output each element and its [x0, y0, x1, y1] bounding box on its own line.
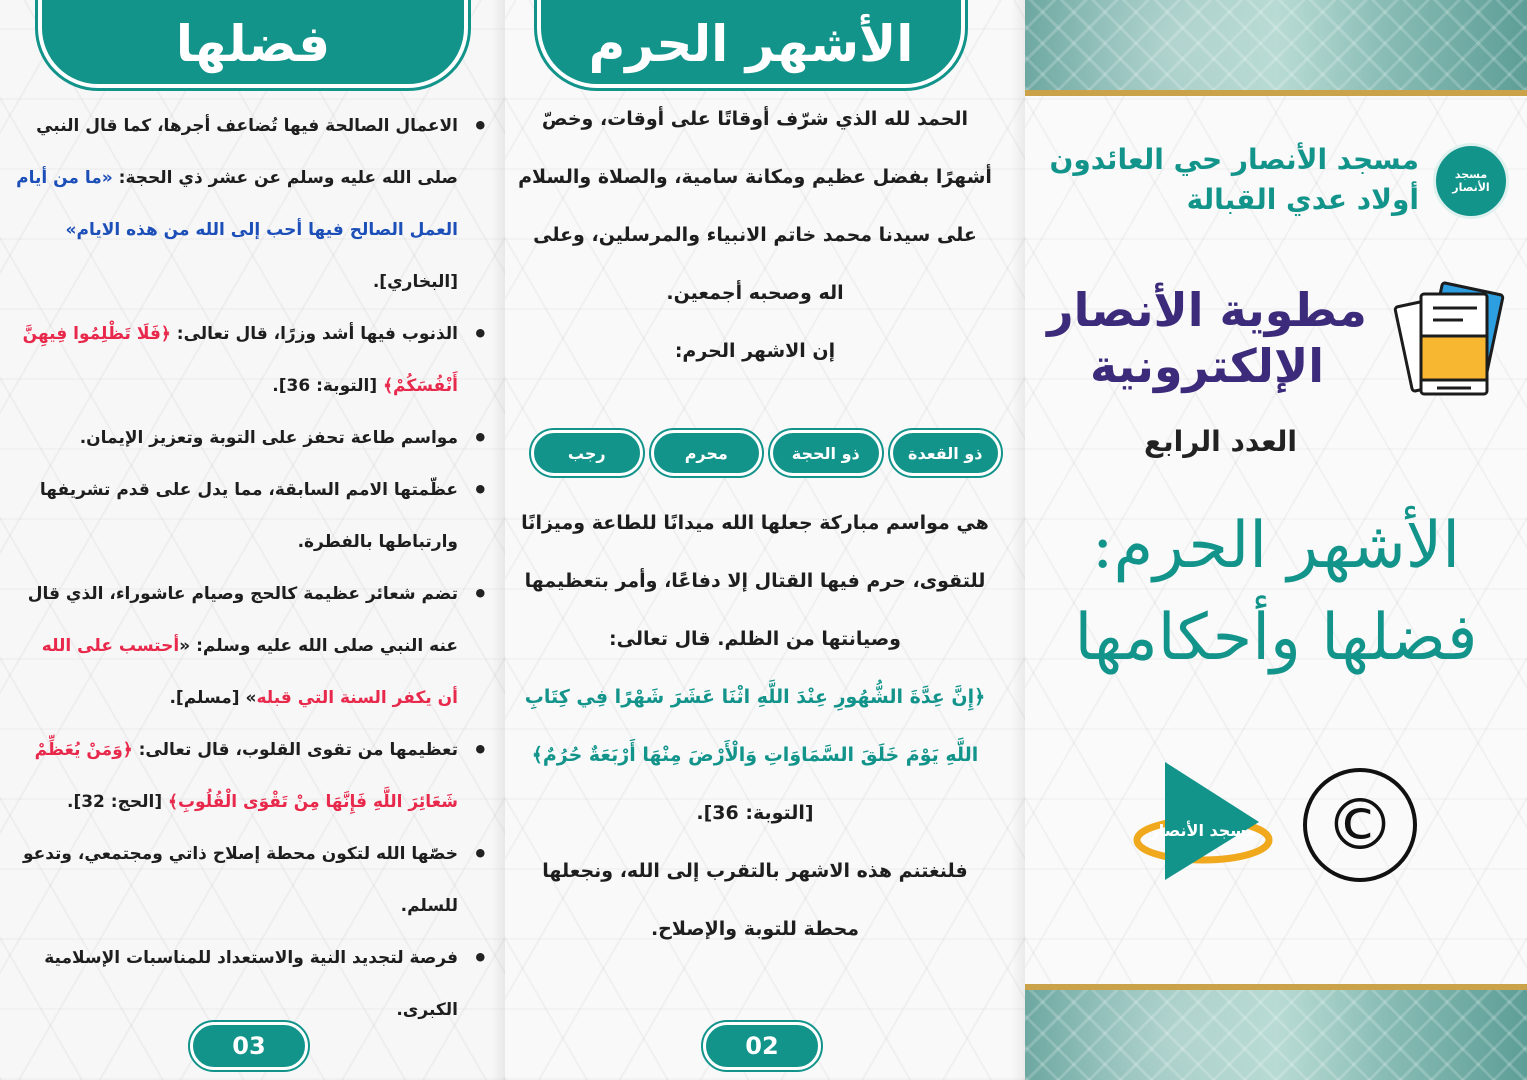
issue-number: العدد الرابع	[1144, 425, 1297, 458]
body-line: للتقوى، حرم فيها القتال إلا دفاعًا، وأمر بتعظيمها	[524, 570, 986, 592]
virtue-text: مواسم طاعة تحفز على التوبة وتعزيز الإيمان.	[79, 428, 458, 448]
decorative-band-bottom	[1025, 984, 1527, 1080]
mosque-logo-text: مسجد الأنصار	[1452, 168, 1490, 194]
closing-line: محطة للتوبة والإصلاح.	[650, 918, 860, 940]
virtue-text: «ما من أيام العمل الصالح فيها أحب إلى الله من هذه الايام»	[16, 168, 458, 240]
cover-title-line1: الأشهر الحرم:	[1091, 509, 1461, 583]
month-pill-rajab: رجب	[531, 430, 643, 476]
month-pill-muharram: محرم	[651, 430, 763, 476]
virtue-item	[16, 932, 488, 1036]
cover-title-line2: فضلها وأحكامها	[1074, 601, 1478, 675]
virtue-text: الذنوب فيها أشد وزرًا، قال تعالى:	[170, 324, 458, 344]
page-number-2: 02	[703, 1022, 821, 1070]
page-number-3: 03	[190, 1022, 308, 1070]
fold-shadow	[491, 0, 505, 1080]
body-line: وصيانتها من الظلم. قال تعالى:	[609, 628, 901, 650]
virtue-text: [البخاري].	[372, 272, 458, 292]
fold-shadow	[1011, 0, 1025, 1080]
verse-line: اللَّهِ يَوْمَ خَلَقَ السَّمَاوَاتِ وَالْأَرْضَ مِنْهَا أَرْبَعَةٌ حُرُمٌ﴾	[531, 744, 979, 766]
verse-reference: [التوبة: 36].	[696, 802, 814, 824]
virtue-text: خصّها الله لتكون محطة إصلاح ذاتي ومجتمعي، وتدعو للسلم.	[22, 844, 458, 916]
panel-cover	[1025, 0, 1527, 1080]
virtue-item	[16, 308, 488, 412]
body-line: هي مواسم مباركة جعلها الله ميدانًا للطاعة وميزانًا	[521, 512, 989, 534]
virtue-item	[16, 464, 488, 568]
virtue-text: ﴿وَمَنْ يُعَظِّمْ شَعَائِرَ اللَّهِ فَإِنَّهَا مِنْ تَقْوَى الْقُلُوبِ﴾	[34, 740, 458, 812]
brand-play-logo	[1133, 758, 1273, 882]
panel-virtues	[0, 0, 505, 1080]
intro-line: الحمد لله الذي شرّف أوقاتًا على أوقات، وخصّ	[541, 108, 969, 130]
intro-line: أشهرًا بفضل عظيم ومكانة سامية، والصلاة والسلام	[518, 166, 992, 188]
virtue-text: ﴿فَلَا تَظْلِمُوا فِيهِنَّ أَنْفُسَكُمْ﴾	[22, 324, 458, 396]
virtue-text: فرصة لتجديد النية والاستعداد للمناسبات الإسلامية الكبرى.	[44, 948, 458, 1020]
mosque-name	[1049, 140, 1419, 220]
virtue-text: » [مسلم].	[169, 688, 257, 708]
header-sacred-months: الأشهر الحرم	[537, 0, 965, 88]
body-text	[517, 494, 993, 958]
mosque-name-line1: مسجد الأنصار حي العائدون	[1049, 143, 1419, 176]
virtues-list	[16, 100, 488, 1036]
virtue-item	[16, 100, 488, 308]
virtue-text: [التوبة: 36].	[272, 376, 384, 396]
virtue-text: [الحج: 32].	[66, 792, 169, 812]
virtue-text: عظّمتها الامم السابقة، مما يدل على قدم تشريفها وارتباطها بالفطرة.	[39, 480, 458, 552]
mosque-name-line2: أولاد عدي القبالة	[1186, 183, 1419, 216]
mosque-logo	[1433, 143, 1509, 219]
month-pill-dhul-hijjah: ذو الحجة	[770, 430, 882, 476]
play-logo-icon	[1133, 758, 1273, 882]
month-pill-dhul-qadah: ذو القعدة	[890, 430, 1002, 476]
documents-icon	[1393, 280, 1513, 400]
virtue-text: تضم شعائر عظيمة كالحج وصيام عاشوراء، الذي قال عنه النبي صلى الله عليه وسلم: «	[27, 584, 458, 656]
leaflet-title	[1027, 282, 1387, 394]
months-row	[531, 430, 1001, 476]
intro-line: إن الاشهر الحرم:	[674, 340, 836, 362]
verse-line: ﴿إِنَّ عِدَّةَ الشُّهُورِ عِنْدَ اللَّهِ اثْنَا عَشَرَ شَهْرًا فِي كِتَابِ	[524, 686, 986, 708]
copyright-icon: ©	[1303, 768, 1417, 882]
leaflet-title-line2: الإلكترونية	[1090, 339, 1324, 393]
virtue-text: أحتسب على الله أن يكفر السنة التي قبله	[41, 636, 458, 708]
header-virtues: فضلها	[38, 0, 468, 88]
intro-text	[517, 90, 993, 380]
virtue-text: تعظيمها من تقوى القلوب، قال تعالى:	[132, 740, 458, 760]
virtue-text: الاعمال الصالحة فيها تُضاعف أجرها، كما قال النبي صلى الله عليه وسلم عن عشر ذي الحجة:	[36, 116, 458, 188]
virtue-item	[16, 828, 488, 932]
panel-sacred-months	[505, 0, 1025, 1080]
brand-logo-text: مسجد الأنصار	[1149, 821, 1257, 840]
intro-line: اله وصحبه أجمعين.	[666, 282, 844, 304]
virtue-item	[16, 412, 488, 464]
cover-title	[1025, 500, 1527, 684]
intro-line: على سيدنا محمد خاتم الانبياء والمرسلين، وعلى	[533, 224, 977, 246]
closing-line: فلنغتنم هذه الاشهر بالتقرب إلى الله، ونجعلها	[542, 860, 968, 882]
virtue-item	[16, 724, 488, 828]
virtue-item	[16, 568, 488, 724]
decorative-band-top	[1025, 0, 1527, 96]
leaflet-title-line1: مطوية الأنصار	[1047, 283, 1367, 337]
